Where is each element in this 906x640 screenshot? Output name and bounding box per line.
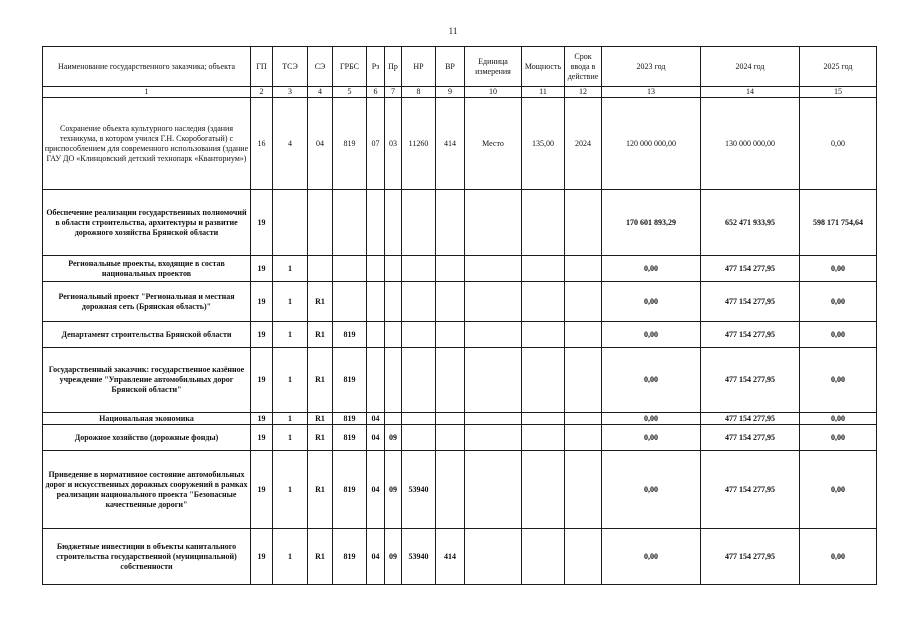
cell-tse: 1 [273,529,308,585]
column-number: 14 [701,87,800,98]
header-term: Срок ввода в действие [565,47,602,87]
cell-vr [436,413,465,425]
row-name: Приведение в нормативное состояние автомобильных дорог и искусственных дорожных сооружений в рамках реализации национального проекта "Безопасные качественные дороги" [43,451,251,529]
cell-term: 2024 [565,98,602,190]
column-number: 15 [800,87,877,98]
cell-2023: 0,00 [602,282,701,322]
cell-gp: 19 [251,190,273,256]
cell-unit [465,529,522,585]
page-number: 11 [448,26,458,36]
cell-unit [465,413,522,425]
cell-2024: 477 154 277,95 [701,425,800,451]
cell-tse: 1 [273,256,308,282]
cell-vr [436,256,465,282]
cell-tse: 1 [273,282,308,322]
cell-capacity [522,425,565,451]
header-name: Наименование государственного заказчика; объекта [43,47,251,87]
table-row [43,256,877,282]
cell-vr [436,282,465,322]
cell-pr [385,282,402,322]
cell-tse: 4 [273,98,308,190]
cell-gp: 19 [251,413,273,425]
cell-se: R1 [308,413,333,425]
cell-grbs [333,282,367,322]
cell-gp: 19 [251,529,273,585]
cell-2023: 0,00 [602,348,701,413]
cell-vr [436,451,465,529]
cell-unit [465,451,522,529]
cell-nr [402,282,436,322]
header-gp: ГП [251,47,273,87]
header-vr: ВР [436,47,465,87]
cell-capacity [522,529,565,585]
table-row [43,425,877,451]
cell-unit [465,322,522,348]
cell-2023: 0,00 [602,256,701,282]
cell-nr [402,256,436,282]
cell-capacity [522,322,565,348]
cell-rz [367,190,385,256]
cell-gp: 19 [251,451,273,529]
row-name: Сохранение объекта культурного наследия (здания техникума, в котором учился Г.Н. Скоробогатый) с приспособлением для современного использования (здание ГАУ ДО «Клинцовский детский технопарк «Кванториум») [43,98,251,190]
cell-2024: 130 000 000,00 [701,98,800,190]
row-name: Национальная экономика [43,413,251,425]
column-number: 3 [273,87,308,98]
cell-2023: 0,00 [602,451,701,529]
cell-2025: 0,00 [800,322,877,348]
cell-capacity [522,348,565,413]
cell-2025: 0,00 [800,425,877,451]
cell-rz [367,256,385,282]
cell-vr [436,190,465,256]
cell-capacity [522,190,565,256]
cell-2025: 0,00 [800,348,877,413]
cell-vr [436,322,465,348]
column-number: 5 [333,87,367,98]
column-number: 7 [385,87,402,98]
cell-tse: 1 [273,425,308,451]
column-number: 11 [522,87,565,98]
cell-se: R1 [308,322,333,348]
cell-grbs: 819 [333,322,367,348]
cell-2024: 477 154 277,95 [701,529,800,585]
cell-vr [436,425,465,451]
cell-nr [402,413,436,425]
header-capacity: Мощность [522,47,565,87]
table-row [43,98,877,190]
column-number-row [43,87,877,98]
cell-nr [402,190,436,256]
header-nr: НР [402,47,436,87]
cell-term [565,348,602,413]
cell-rz: 07 [367,98,385,190]
header-pr: Пр [385,47,402,87]
cell-2024: 477 154 277,95 [701,322,800,348]
header-2023: 2023 год [602,47,701,87]
cell-2024: 477 154 277,95 [701,282,800,322]
cell-2023: 120 000 000,00 [602,98,701,190]
cell-pr [385,256,402,282]
cell-gp: 19 [251,282,273,322]
cell-2025: 598 171 754,64 [800,190,877,256]
cell-tse [273,190,308,256]
cell-vr: 414 [436,529,465,585]
cell-capacity [522,282,565,322]
cell-pr: 03 [385,98,402,190]
cell-unit [465,425,522,451]
cell-se: R1 [308,282,333,322]
table-row [43,529,877,585]
cell-grbs: 819 [333,348,367,413]
cell-pr: 09 [385,451,402,529]
table-row [43,282,877,322]
cell-term [565,529,602,585]
cell-se: R1 [308,348,333,413]
cell-vr: 414 [436,98,465,190]
cell-pr: 09 [385,529,402,585]
cell-term [565,451,602,529]
cell-term [565,425,602,451]
header-tse: ТСЭ [273,47,308,87]
cell-rz: 04 [367,451,385,529]
cell-rz [367,348,385,413]
cell-2025: 0,00 [800,413,877,425]
row-name: Департамент строительства Брянской области [43,322,251,348]
cell-capacity [522,256,565,282]
cell-term [565,190,602,256]
cell-rz [367,282,385,322]
column-number: 10 [465,87,522,98]
cell-2023: 0,00 [602,322,701,348]
cell-se: R1 [308,451,333,529]
table-row [43,190,877,256]
table-row [43,322,877,348]
cell-2024: 477 154 277,95 [701,451,800,529]
cell-gp: 19 [251,348,273,413]
cell-2025: 0,00 [800,451,877,529]
cell-se: R1 [308,425,333,451]
cell-tse: 1 [273,413,308,425]
cell-unit [465,190,522,256]
cell-2025: 0,00 [800,256,877,282]
cell-2023: 170 601 893,29 [602,190,701,256]
cell-nr [402,425,436,451]
cell-nr: 11260 [402,98,436,190]
budget-table [42,46,877,585]
cell-term [565,282,602,322]
cell-tse: 1 [273,451,308,529]
cell-gp: 16 [251,98,273,190]
cell-term [565,256,602,282]
cell-vr [436,348,465,413]
row-name: Региональные проекты, входящие в состав национальных проектов [43,256,251,282]
cell-pr [385,413,402,425]
cell-grbs: 819 [333,529,367,585]
cell-tse: 1 [273,348,308,413]
header-grbs: ГРБС [333,47,367,87]
cell-unit [465,348,522,413]
cell-2023: 0,00 [602,425,701,451]
cell-term [565,413,602,425]
cell-capacity: 135,00 [522,98,565,190]
column-number: 13 [602,87,701,98]
cell-grbs: 819 [333,413,367,425]
table-row [43,348,877,413]
cell-gp: 19 [251,322,273,348]
cell-2023: 0,00 [602,413,701,425]
table-row [43,413,877,425]
cell-2024: 652 471 933,95 [701,190,800,256]
column-number: 4 [308,87,333,98]
header-row [43,47,877,87]
cell-nr: 53940 [402,451,436,529]
header-rz: Рз [367,47,385,87]
table-row [43,451,877,529]
cell-se [308,190,333,256]
cell-se [308,256,333,282]
cell-grbs [333,190,367,256]
cell-pr [385,322,402,348]
cell-pr [385,348,402,413]
header-se: СЭ [308,47,333,87]
cell-rz: 04 [367,413,385,425]
column-number: 12 [565,87,602,98]
cell-nr [402,322,436,348]
column-number: 1 [43,87,251,98]
cell-rz [367,322,385,348]
cell-2024: 477 154 277,95 [701,413,800,425]
row-name: Государственный заказчик: государственное казённое учреждение "Управление автомобильных дорог Брянской области" [43,348,251,413]
row-name: Бюджетные инвестиции в объекты капитального строительства государственной (муниципальной) собственности [43,529,251,585]
cell-gp: 19 [251,425,273,451]
row-name: Дорожное хозяйство (дорожные фонды) [43,425,251,451]
cell-2024: 477 154 277,95 [701,256,800,282]
header-unit: Единица измерения [465,47,522,87]
cell-grbs: 819 [333,425,367,451]
cell-2025: 0,00 [800,98,877,190]
cell-grbs [333,256,367,282]
cell-rz: 04 [367,425,385,451]
column-number: 9 [436,87,465,98]
cell-rz: 04 [367,529,385,585]
column-number: 6 [367,87,385,98]
cell-unit: Место [465,98,522,190]
cell-se: 04 [308,98,333,190]
cell-nr [402,348,436,413]
header-2024: 2024 год [701,47,800,87]
cell-grbs: 819 [333,451,367,529]
cell-unit [465,256,522,282]
header-2025: 2025 год [800,47,877,87]
cell-pr: 09 [385,425,402,451]
cell-gp: 19 [251,256,273,282]
column-number: 2 [251,87,273,98]
cell-2024: 477 154 277,95 [701,348,800,413]
cell-capacity [522,451,565,529]
cell-term [565,322,602,348]
cell-tse: 1 [273,322,308,348]
cell-2025: 0,00 [800,529,877,585]
cell-nr: 53940 [402,529,436,585]
cell-se: R1 [308,529,333,585]
cell-capacity [522,413,565,425]
cell-pr [385,190,402,256]
cell-grbs: 819 [333,98,367,190]
row-name: Региональный проект "Региональная и местная дорожная сеть (Брянская область)" [43,282,251,322]
cell-2025: 0,00 [800,282,877,322]
row-name: Обеспечение реализации государственных полномочий в области строительства, архитектуры и развитие дорожного хозяйства Брянской области [43,190,251,256]
cell-unit [465,282,522,322]
cell-2023: 0,00 [602,529,701,585]
column-number: 8 [402,87,436,98]
